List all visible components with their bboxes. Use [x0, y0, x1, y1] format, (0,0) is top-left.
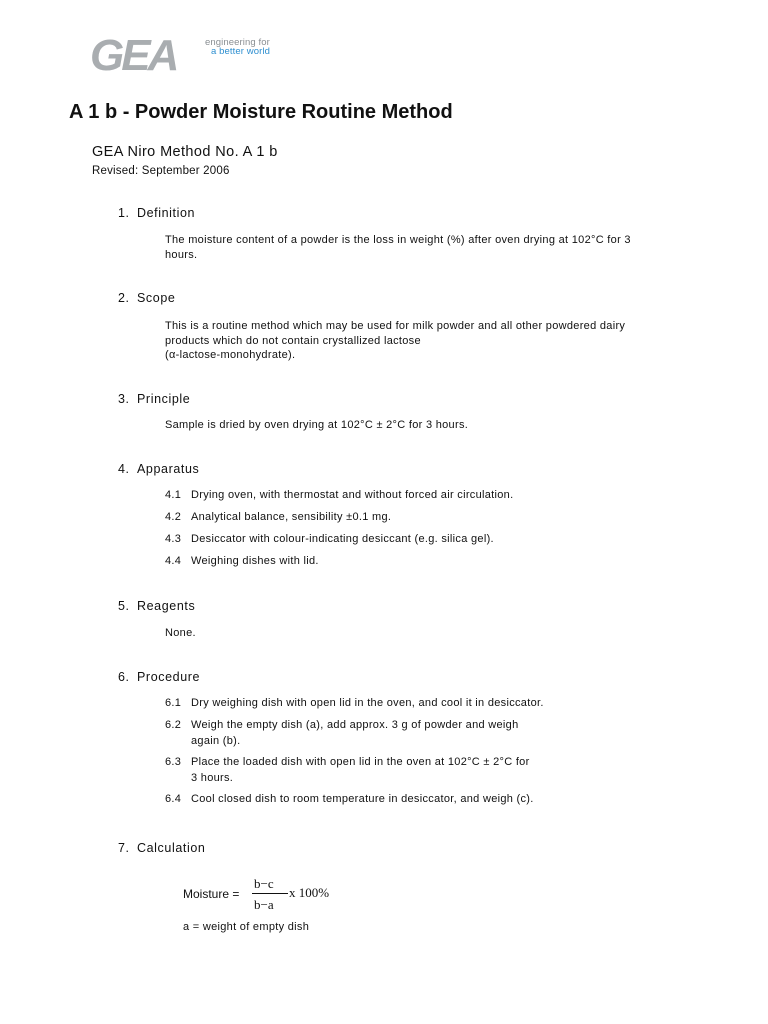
section-heading-procedure	[118, 670, 200, 684]
item-number: 6.4	[165, 793, 182, 805]
formula-label: Moisture =	[183, 887, 240, 901]
list-item	[165, 792, 595, 808]
tagline-line-2: a better world	[211, 46, 270, 57]
item-number: 6.2	[165, 719, 182, 731]
item-number: 6.3	[165, 756, 182, 768]
section-number: 4.	[118, 462, 130, 476]
gea-logo-letters: GEA	[90, 36, 177, 76]
list-item	[165, 696, 595, 712]
section-title: Reagents	[137, 599, 196, 613]
item-text-line: Place the loaded dish with open lid in the oven at 102°C ± 2°C for	[191, 756, 530, 768]
list-item	[165, 510, 595, 526]
formula-numerator: b−c	[254, 876, 274, 891]
section-title: Apparatus	[137, 462, 200, 476]
moisture-formula	[183, 874, 383, 916]
item-text-line: again (b).	[191, 734, 241, 747]
body-line: Sample is dried by oven drying at 102°C ± 2°C for 3 hours.	[165, 419, 469, 431]
item-number: 6.1	[165, 697, 182, 709]
list-item	[165, 554, 595, 570]
tagline-line-1: engineering for	[205, 37, 270, 48]
item-text-line: Weigh the empty dish (a), add approx. 3 g of powder and weigh	[191, 719, 519, 731]
section-number: 6.	[118, 670, 130, 684]
body-line: The moisture content of a powder is the loss in weight (%) after oven drying at 102°C for 3	[165, 234, 631, 246]
list-item	[165, 755, 595, 786]
section-number: 2.	[118, 291, 130, 305]
section-heading-definition	[118, 206, 195, 220]
body-line: This is a routine method which may be used for milk powder and all other powdered dairy	[165, 320, 626, 332]
item-number: 4.4	[165, 555, 182, 567]
item-text: Weighing dishes with lid.	[191, 555, 319, 567]
item-text: Dry weighing dish with open lid in the oven, and cool it in desiccator.	[191, 697, 544, 709]
item-number: 4.3	[165, 533, 182, 545]
section-title: Definition	[137, 206, 196, 220]
section-number: 5.	[118, 599, 130, 613]
scope-body	[165, 319, 625, 363]
principle-body	[165, 418, 468, 433]
method-number: GEA Niro Method No. A 1 b	[92, 144, 278, 160]
section-title: Procedure	[137, 670, 201, 684]
list-item	[165, 718, 595, 749]
section-heading-principle	[118, 392, 190, 406]
item-text: Desiccator with colour-indicating desiccant (e.g. silica gel).	[191, 533, 494, 545]
section-title: Calculation	[137, 841, 206, 855]
body-line: None.	[165, 627, 196, 639]
reagents-body	[165, 626, 196, 641]
section-number: 3.	[118, 392, 130, 406]
formula-denominator: b−a	[254, 897, 274, 912]
section-heading-calculation	[118, 841, 205, 855]
item-text: Cool closed dish to room temperature in desiccator, and weigh (c).	[191, 793, 534, 805]
section-heading-scope	[118, 291, 175, 305]
item-text: Analytical balance, sensibility ±0.1 mg.	[191, 511, 392, 523]
formula-multiplier: x 100%	[289, 885, 330, 900]
item-number: 4.2	[165, 511, 182, 523]
gea-logo-mark	[90, 36, 202, 76]
body-line: hours.	[165, 248, 198, 261]
variable-definition: a = weight of empty dish	[183, 921, 310, 933]
section-number: 1.	[118, 206, 130, 220]
section-title: Principle	[137, 392, 191, 406]
document-title: A 1 b - Powder Moisture Routine Method	[69, 101, 453, 123]
section-heading-reagents	[118, 599, 195, 613]
item-text-line: 3 hours.	[191, 771, 234, 784]
revised-date: Revised: September 2006	[92, 165, 230, 177]
section-title: Scope	[137, 291, 176, 305]
list-item	[165, 488, 595, 504]
body-line: products which do not contain crystallized lactose	[165, 334, 421, 347]
fraction-bar	[252, 893, 288, 894]
section-heading-apparatus	[118, 462, 199, 476]
definition-body	[165, 233, 631, 262]
list-item	[165, 532, 595, 548]
item-number: 4.1	[165, 489, 182, 501]
section-number: 7.	[118, 841, 130, 855]
item-text: Drying oven, with thermostat and without forced air circulation.	[191, 489, 514, 501]
body-line: (α-lactose-monohydrate).	[165, 349, 296, 361]
